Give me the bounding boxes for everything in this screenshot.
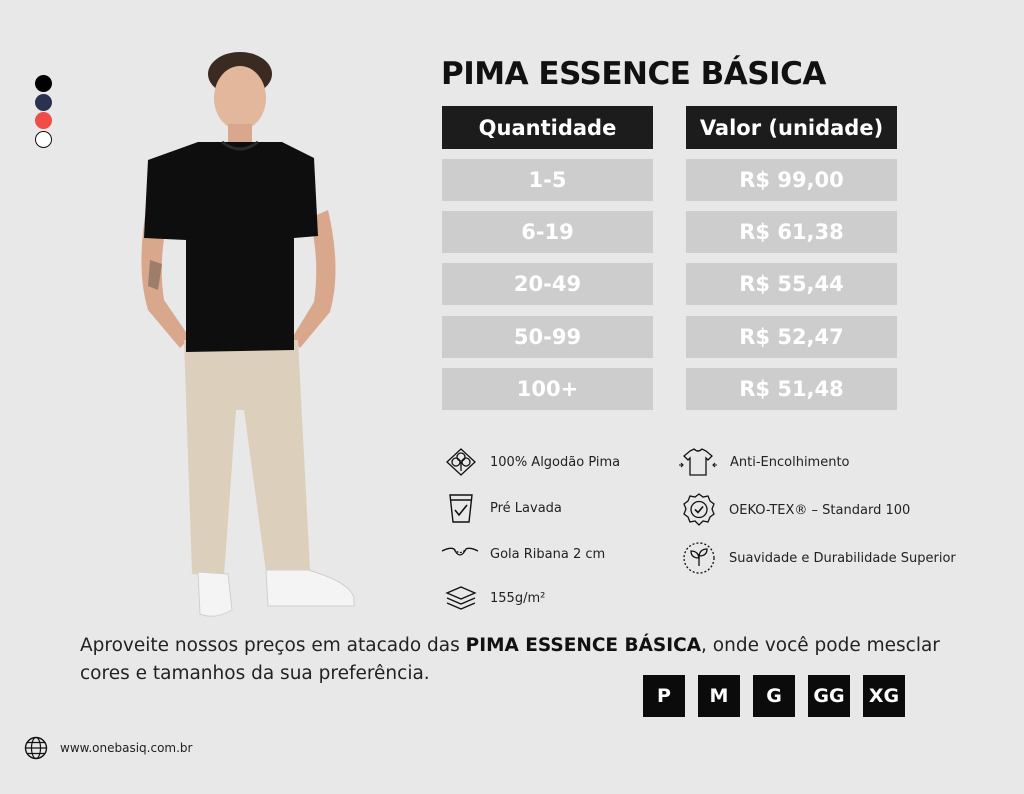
table-cell-price: R$ 99,00 [686, 159, 897, 201]
table-cell-quantity: 20-49 [442, 263, 653, 305]
feature-softness-label: Suavidade e Durabilidade Superior [729, 550, 956, 566]
globe-icon [24, 736, 48, 760]
table-header-quantity: Quantidade [442, 106, 653, 149]
cotton-icon [444, 447, 478, 477]
promo-text-end: , onde você pode mesclar cores e tamanhos da sua preferência. [80, 635, 940, 684]
table-cell-quantity: 50-99 [442, 316, 653, 358]
feature-shrink-label: Anti-Encolhimento [730, 454, 850, 470]
table-cell-price: R$ 52,47 [686, 316, 897, 358]
feature-oeko [681, 492, 910, 528]
feature-weight-label: 155g/m² [490, 590, 546, 606]
size-badge-p[interactable]: P [643, 675, 685, 717]
model-photo [128, 50, 368, 620]
website-link[interactable] [24, 736, 192, 760]
feature-cotton [444, 447, 620, 477]
table-cell-price: R$ 55,44 [686, 263, 897, 305]
color-swatch-navy[interactable] [35, 94, 52, 111]
feature-oeko-label: OEKO-TEX® – Standard 100 [729, 502, 911, 518]
size-badge-m[interactable]: M [698, 675, 740, 717]
feature-collar [440, 543, 605, 565]
layers-icon [444, 584, 478, 612]
color-swatch-red[interactable] [35, 112, 52, 129]
feature-softness [681, 540, 956, 576]
feature-collar-label: Gola Ribana 2 cm [490, 546, 606, 562]
size-badge-g[interactable]: G [753, 675, 795, 717]
cup-check-icon [444, 491, 478, 525]
table-cell-quantity: 100+ [442, 368, 653, 410]
table-cell-quantity: 6-19 [442, 211, 653, 253]
product-title: PIMA ESSENCE BÁSICA [441, 56, 826, 92]
color-swatch-black[interactable] [35, 75, 52, 92]
promo-highlight: PIMA ESSENCE BÁSICA [465, 635, 702, 656]
website-url: www.onebasiq.com.br [60, 741, 193, 755]
feature-cotton-label: 100% Algodão Pima [490, 454, 621, 470]
collar-icon [440, 543, 480, 565]
certified-badge-icon [681, 492, 717, 528]
size-badge-gg[interactable]: GG [808, 675, 850, 717]
anti-shrink-shirt-icon [678, 447, 718, 477]
table-cell-price: R$ 51,48 [686, 368, 897, 410]
feature-weight [444, 584, 545, 612]
feature-shrink [678, 447, 850, 477]
promo-text-start: Aproveite nossos preços em atacado das [80, 635, 466, 656]
table-header-price: Valor (unidade) [686, 106, 897, 149]
feature-prewashed-label: Pré Lavada [490, 500, 562, 516]
color-swatch-white[interactable] [35, 131, 52, 148]
leaf-badge-icon [681, 540, 717, 576]
size-badge-xg[interactable]: XG [863, 675, 905, 717]
table-cell-price: R$ 61,38 [686, 211, 897, 253]
table-cell-quantity: 1-5 [442, 159, 653, 201]
feature-prewashed [444, 491, 562, 525]
